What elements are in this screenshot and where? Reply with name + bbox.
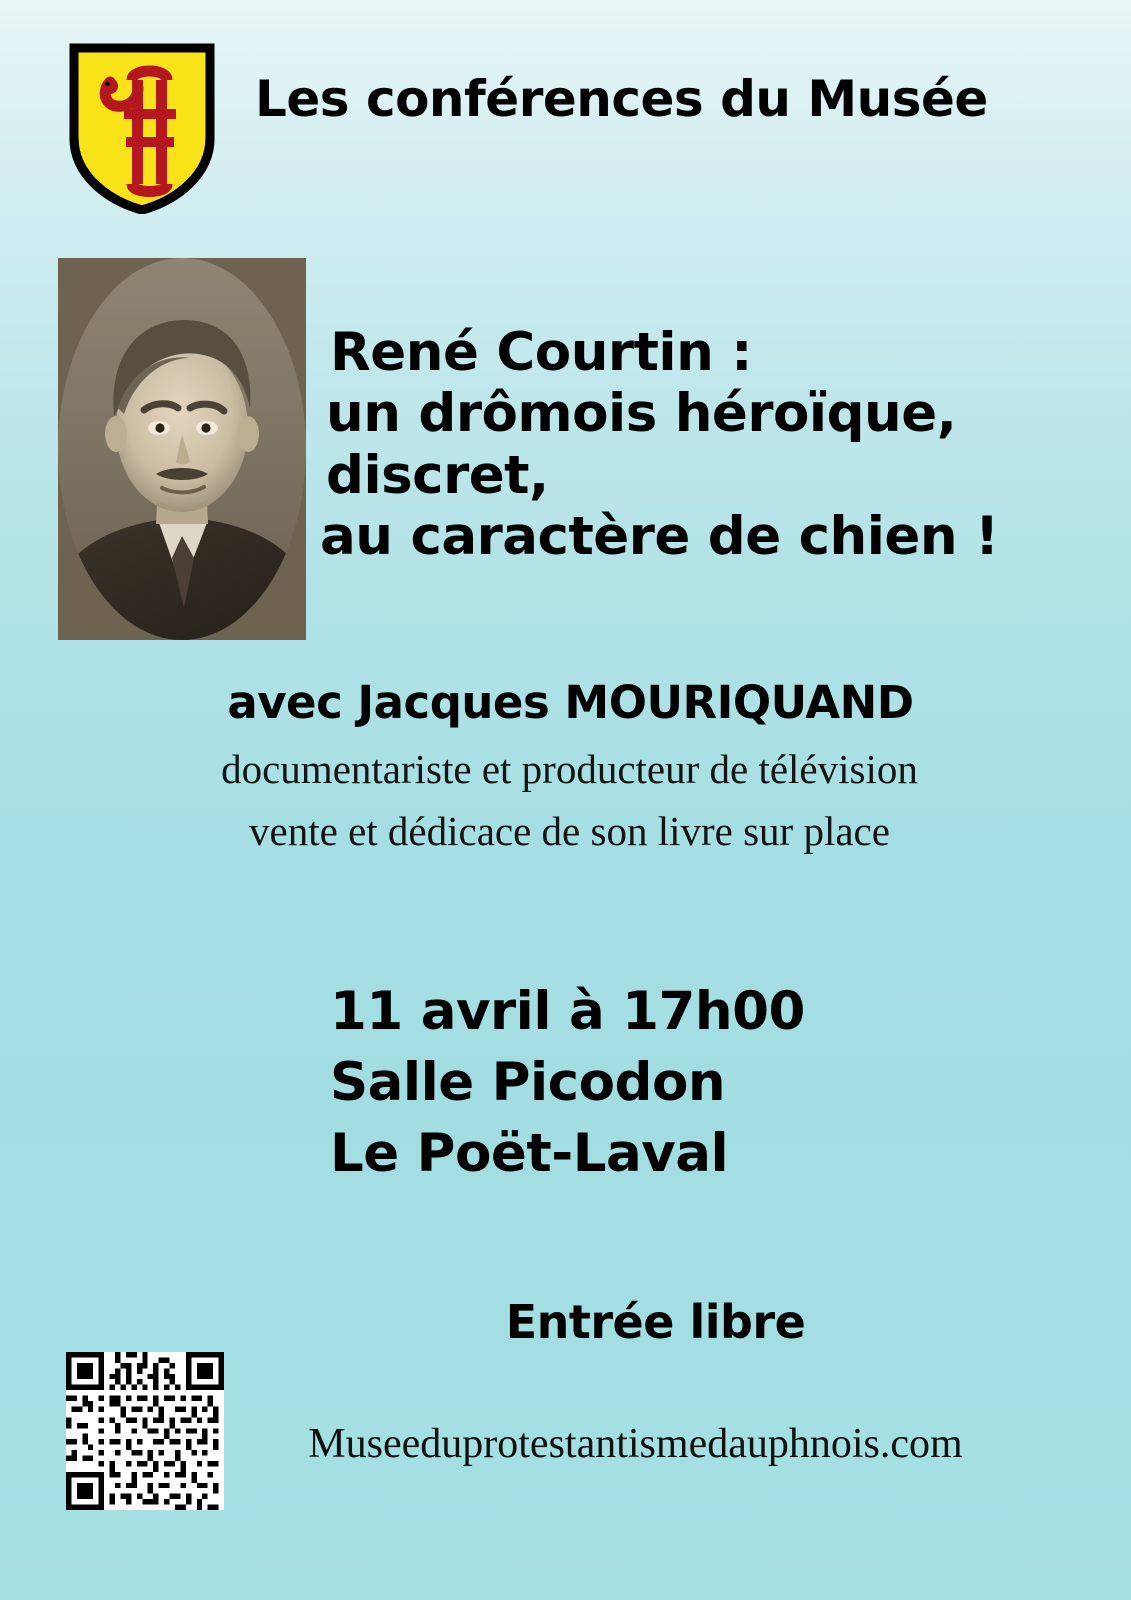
headline-line-4: au caractère de chien ! bbox=[320, 506, 999, 568]
event-venue: Salle Picodon bbox=[330, 1052, 726, 1114]
headline-line-3: discret, bbox=[326, 444, 549, 506]
website-link[interactable]: Museeduprotestantismedauphnois.com bbox=[308, 1421, 963, 1467]
entry-notice: Entrée libre bbox=[505, 1295, 806, 1349]
speaker-block bbox=[0, 676, 1131, 855]
page-title: Les conférences du Musée bbox=[255, 70, 988, 128]
portrait-photo bbox=[58, 258, 306, 640]
speaker-extra-note: vente et dédicace de son livre sur place bbox=[249, 808, 890, 854]
heraldic-shield-icon bbox=[68, 42, 216, 214]
headline-line-2: un drômois héroïque, bbox=[326, 383, 957, 445]
speaker-role: documentariste et producteur de télévision bbox=[221, 746, 918, 792]
headline bbox=[320, 322, 1110, 568]
event-details bbox=[330, 976, 1090, 1189]
event-city: Le Poët-Laval bbox=[330, 1123, 729, 1185]
headline-line-1: René Courtin : bbox=[330, 322, 752, 383]
speaker-name: avec Jacques MOURIQUAND bbox=[227, 676, 914, 729]
event-datetime: 11 avril à 17h00 bbox=[330, 981, 805, 1042]
